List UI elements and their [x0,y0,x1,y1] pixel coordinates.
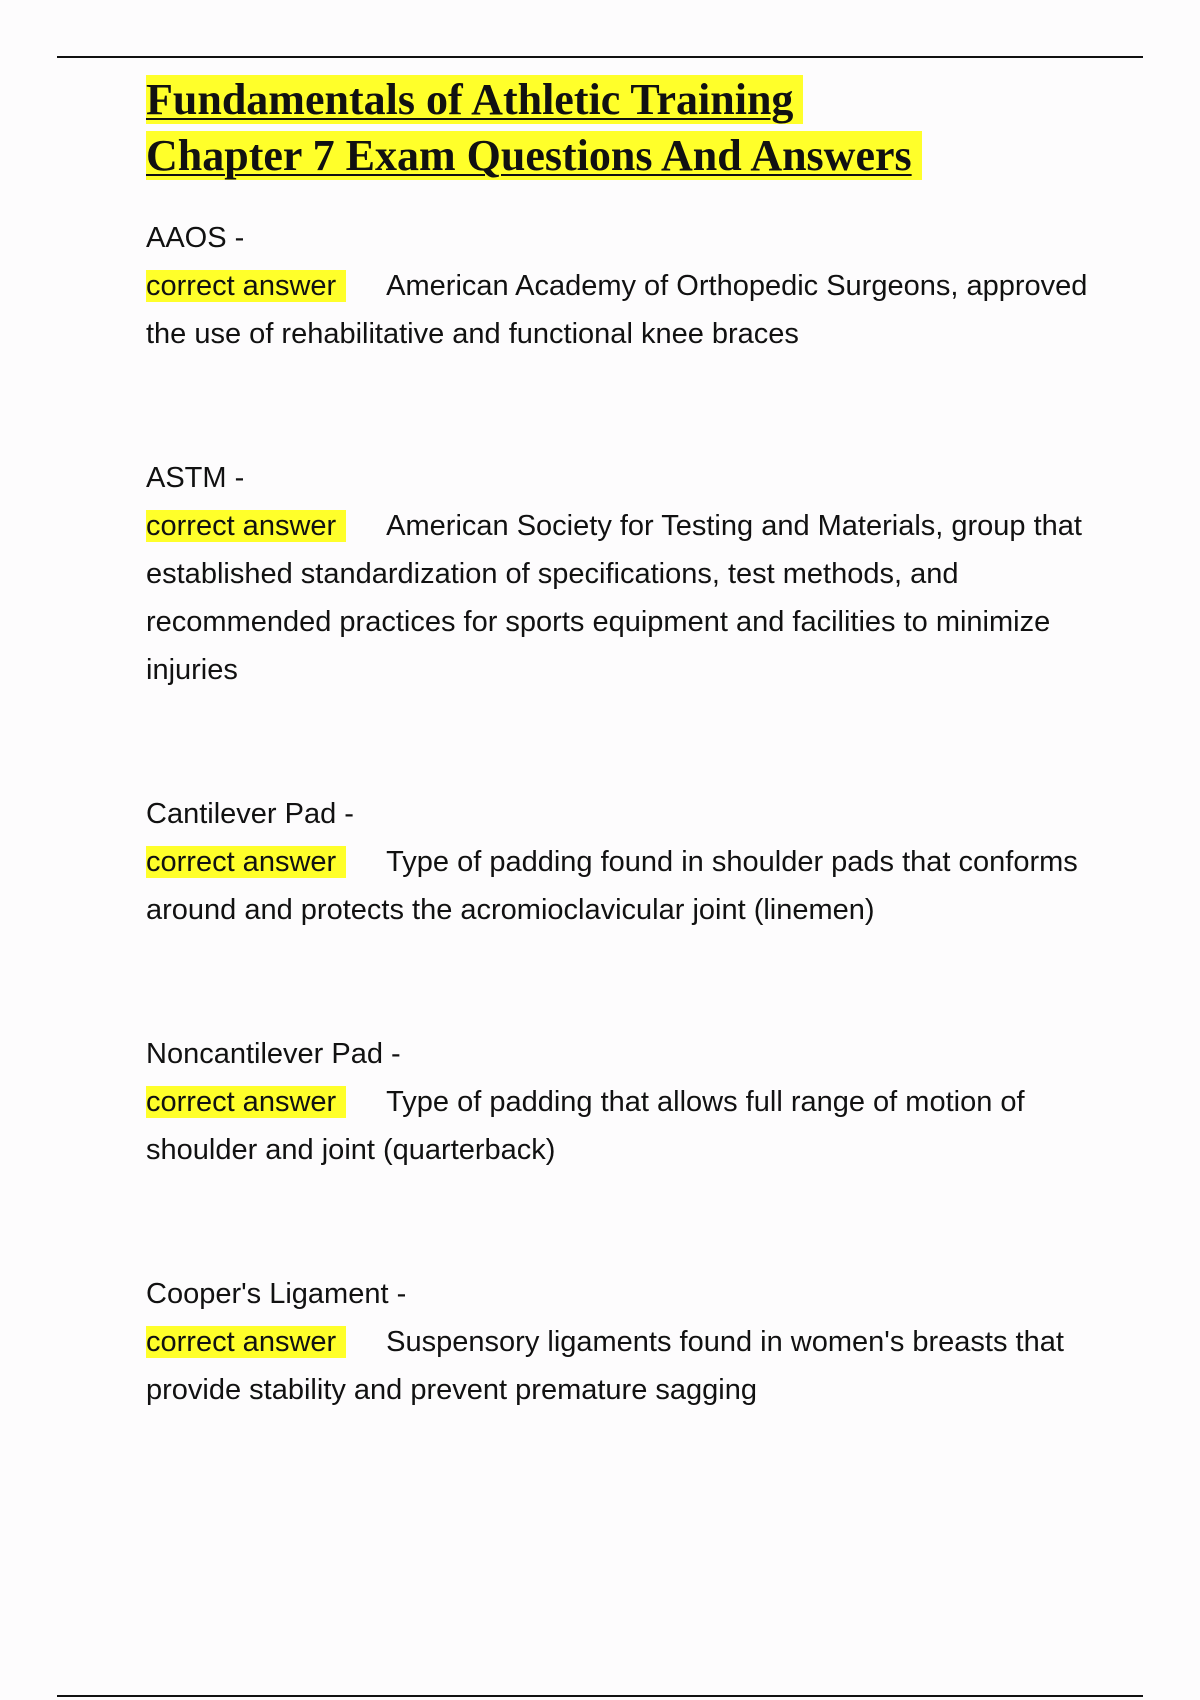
entry-term: ASTM - [146,462,245,494]
entry-definition: American Academy of Orthopedic Surgeons, approved the use of rehabilitative and functional knee braces [146,270,1088,350]
entry-answer [146,502,1106,694]
correct-answer-label: correct answer [146,846,346,878]
qa-entry-aaos [146,214,1106,358]
qa-entry-coopers-ligament [146,1270,1106,1414]
entry-definition: Type of padding that allows full range of motion of shoulder and joint (quarterback) [146,1086,1025,1166]
qa-list [146,214,1106,1414]
bottom-rule [57,1695,1143,1697]
qa-entry-noncantilever-pad [146,1030,1106,1174]
document-body [146,72,1106,1510]
correct-answer-label: correct answer [146,1086,346,1118]
entry-definition: Suspensory ligaments found in women's breasts that provide stability and prevent premature sagging [146,1326,1064,1406]
entry-term: AAOS - [146,222,245,254]
correct-answer-label: correct answer [146,510,346,542]
qa-entry-cantilever-pad [146,790,1106,934]
entry-term: Noncantilever Pad - [146,1038,401,1070]
entry-answer [146,838,1106,934]
document-title [146,72,1106,184]
top-rule [57,56,1143,58]
correct-answer-label: correct answer [146,270,346,302]
entry-answer [146,262,1106,358]
entry-definition: American Society for Testing and Materials, group that established standardization of specifications, test methods, and recommended practices for sports equipment and facilities to minimize injuries [146,510,1082,686]
entry-term: Cantilever Pad - [146,798,354,830]
correct-answer-label: correct answer [146,1326,346,1358]
entry-term: Cooper's Ligament - [146,1278,407,1310]
entry-definition: Type of padding found in shoulder pads that conforms around and protects the acromioclavicular joint (linemen) [146,846,1078,926]
title-line-2: Chapter 7 Exam Questions And Answers [146,131,922,180]
entry-answer [146,1318,1106,1414]
title-line-1: Fundamentals of Athletic Training [146,75,803,124]
qa-entry-astm [146,454,1106,694]
entry-answer [146,1078,1106,1174]
